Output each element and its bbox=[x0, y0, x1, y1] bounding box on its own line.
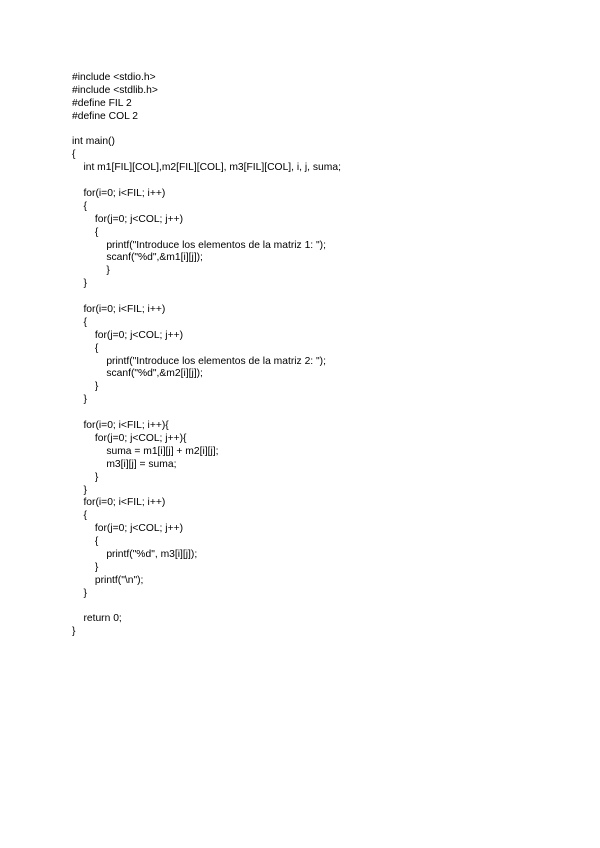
code-line: } bbox=[72, 484, 87, 496]
code-line: } bbox=[72, 626, 76, 638]
code-line: suma = m1[i][j] + m2[i][j]; bbox=[72, 445, 219, 457]
code-line: #define FIL 2 bbox=[72, 97, 132, 109]
code-line: } bbox=[72, 561, 99, 573]
code-line: } bbox=[72, 278, 87, 290]
code-line: { bbox=[72, 200, 87, 212]
code-line: { bbox=[72, 149, 76, 161]
code-line: scanf("%d",&m1[i][j]); bbox=[72, 252, 203, 264]
code-line bbox=[72, 175, 572, 188]
code-line: { bbox=[72, 226, 99, 238]
code-line: } bbox=[72, 471, 99, 483]
code-line: int main() bbox=[72, 136, 115, 148]
code-line: for(j=0; j<COL; j++) bbox=[72, 329, 184, 341]
code-line bbox=[72, 291, 572, 304]
code-line: } bbox=[72, 381, 99, 393]
code-line: for(j=0; j<COL; j++){ bbox=[72, 432, 187, 444]
code-line: for(j=0; j<COL; j++) bbox=[72, 213, 184, 225]
code-line: } bbox=[72, 587, 87, 599]
code-line: { bbox=[72, 316, 87, 328]
code-line: scanf("%d",&m2[i][j]); bbox=[72, 368, 203, 380]
code-line: { bbox=[72, 342, 99, 354]
code-line: for(i=0; i<FIL; i++) bbox=[72, 497, 166, 509]
code-line: printf("Introduce los elementos de la matriz 1: "); bbox=[72, 239, 326, 251]
code-line: { bbox=[72, 536, 99, 548]
code-line: #define COL 2 bbox=[72, 110, 139, 122]
code-line: printf("\n"); bbox=[72, 574, 144, 586]
code-listing bbox=[72, 72, 572, 639]
code-line bbox=[72, 407, 572, 420]
code-line bbox=[72, 601, 572, 614]
code-line: } bbox=[72, 394, 87, 406]
code-line: } bbox=[72, 265, 110, 277]
code-line: { bbox=[72, 510, 87, 522]
code-line bbox=[72, 124, 572, 137]
code-line: for(i=0; i<FIL; i++) bbox=[72, 304, 166, 316]
code-line: for(i=0; i<FIL; i++) bbox=[72, 188, 166, 200]
code-line: #include <stdlib.h> bbox=[72, 84, 158, 96]
code-line: m3[i][j] = suma; bbox=[72, 458, 177, 470]
code-line: for(j=0; j<COL; j++) bbox=[72, 523, 184, 535]
code-line: printf("%d", m3[i][j]); bbox=[72, 548, 198, 560]
code-line: #include <stdio.h> bbox=[72, 72, 156, 83]
code-line: printf("Introduce los elementos de la matriz 2: "); bbox=[72, 355, 326, 367]
code-line: return 0; bbox=[72, 613, 122, 625]
code-line: int m1[FIL][COL],m2[FIL][COL], m3[FIL][COL], i, j, suma; bbox=[72, 162, 341, 174]
code-line: for(i=0; i<FIL; i++){ bbox=[72, 420, 169, 432]
